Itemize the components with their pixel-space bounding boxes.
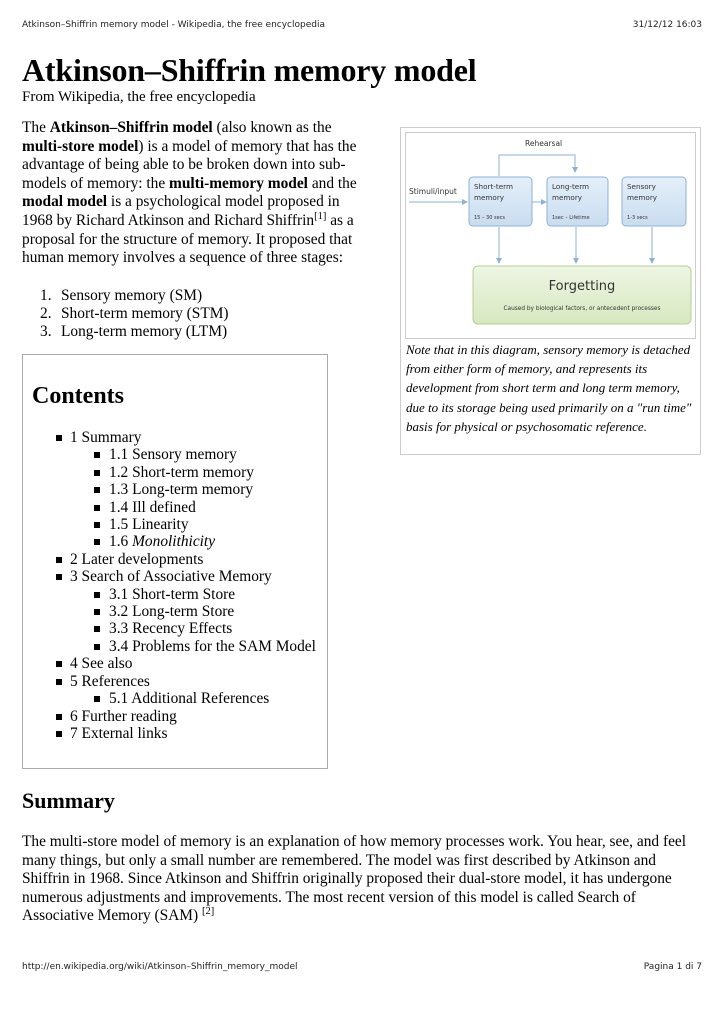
svg-text:Long-term: Long-term [552, 182, 590, 191]
svg-text:memory: memory [627, 193, 658, 202]
svg-text:1sec – Lifetime: 1sec – Lifetime [552, 215, 590, 221]
svg-text:Caused by biological factors,: Caused by biological factors, or antecedent processes [503, 306, 661, 312]
summary-paragraph: The multi-store model of memory is an explanation of how memory processes work. You hear, see, and feel many things, but only a small number are remembered. The model was first described by Atkinson and Shiffrin in 1968. Since Atkinson and Shiffrin originally proposed their dual-store model, it has undergone numerous adjustments and improvements. The most recent version of this model is called Search of Associative Memory (SAM) [2] [22, 833, 687, 925]
toc-title: Contents [32, 383, 125, 409]
list-item: 3. Long-term memory (LTM) [40, 323, 228, 340]
svg-text:memory: memory [474, 193, 505, 202]
toc-item-later-developments[interactable]: 2 Later developments [23, 551, 327, 568]
long-term-memory-box [547, 177, 608, 226]
memory-stages-list [40, 287, 340, 341]
svg-text:Sensory: Sensory [627, 182, 656, 191]
reference-link-1[interactable]: [1] [314, 210, 327, 222]
toc-item-linearity[interactable]: 1.5 Linearity [23, 516, 327, 533]
diagram-svg [406, 133, 697, 340]
toc-item-further-reading[interactable]: 6 Further reading [23, 708, 327, 725]
svg-text:15 – 30 secs: 15 – 30 secs [474, 215, 506, 221]
svg-text:1-3 secs: 1-3 secs [627, 215, 648, 221]
rehearsal-label: Rehearsal [525, 139, 563, 148]
toc-item-ill-defined[interactable]: 1.4 Ill defined [23, 499, 327, 516]
stimuli-input-label: Stimuli/input [409, 187, 457, 196]
toc-item-long-term-store[interactable]: 3.2 Long-term Store [23, 603, 327, 620]
figure-caption: Note that in this diagram, sensory memory is detached from either form of memory, and represents its development from short term and long term memory, due to its storage being used primarily on a "run time" basis for physical or psychosomatic reference. [406, 342, 692, 434]
print-footer-url: http://en.wikipedia.org/wiki/Atkinson–Shiffrin_memory_model [22, 962, 298, 972]
short-term-memory-box [469, 177, 532, 226]
toc-item-see-also[interactable]: 4 See also [23, 655, 327, 672]
toc-item-additional-references[interactable]: 5.1 Additional References [23, 690, 327, 707]
toc-item-recency-effects[interactable]: 3.3 Recency Effects [23, 620, 327, 637]
term-multi-memory-model: multi-memory model [169, 174, 308, 192]
toc-item-external-links[interactable]: 7 External links [23, 725, 327, 742]
list-item: 1. Sensory memory (SM) [40, 287, 203, 304]
page-title: Atkinson–Shiffrin memory model [22, 52, 477, 88]
term-modal-model: modal model [22, 193, 108, 211]
toc-item-references[interactable]: 5 References [23, 673, 327, 690]
section-heading-summary: Summary [22, 788, 115, 813]
print-header [22, 20, 702, 30]
toc-item-long-term-memory[interactable]: 1.3 Long-term memory [23, 481, 327, 498]
term-atkinson-shiffrin-model: Atkinson–Shiffrin model [49, 119, 213, 136]
toc-item-short-term-memory[interactable]: 1.2 Short-term memory [23, 464, 327, 481]
list-item: 2. Short-term memory (STM) [40, 305, 229, 322]
svg-text:Short-term: Short-term [474, 182, 513, 191]
figure-thumbnail [400, 127, 701, 455]
reference-link-2[interactable]: [2] [201, 906, 215, 918]
rehearsal-loop-arrow [499, 155, 575, 176]
forgetting-box [473, 266, 691, 324]
intro-paragraph: The Atkinson–Shiffrin model (also known as the multi-store model) is a model of memory that has the advantage of being able to be broken down into sub-models of memory: the multi-memory model and the modal model is a psychological model proposed in 1968 by Richard Atkinson and Richard Shiffrin[1] as a proposal for the structure of memory. It proposed that human memory involves a sequence of three stages: [22, 119, 357, 267]
page-subtitle: From Wikipedia, the free encyclopedia [22, 89, 256, 105]
toc-item-summary[interactable]: 1 Summary [23, 429, 327, 446]
print-header-title: Atkinson–Shiffrin memory model - Wikipedia, the free encyclopedia [22, 20, 325, 30]
print-header-datetime: 31/12/12 16:03 [632, 20, 702, 30]
toc-item-short-term-store[interactable]: 3.1 Short-term Store [23, 586, 327, 603]
print-footer [22, 962, 702, 972]
sensory-memory-box [622, 177, 686, 226]
memory-model-diagram[interactable] [405, 132, 696, 339]
table-of-contents [22, 354, 328, 769]
toc-item-search-of-associative-memory[interactable]: 3 Search of Associative Memory [23, 568, 327, 585]
print-footer-page: Pagina 1 di 7 [643, 962, 702, 972]
toc-item-problems-sam-model[interactable]: 3.4 Problems for the SAM Model [23, 638, 327, 655]
svg-text:Forgetting: Forgetting [548, 279, 616, 294]
toc-item-monolithicity[interactable]: 1.6 Monolithicity [23, 533, 327, 550]
toc-item-sensory-memory[interactable]: 1.1 Sensory memory [23, 446, 327, 463]
toc-list [23, 429, 327, 742]
term-multi-store-model: multi-store model [22, 137, 139, 155]
svg-text:memory: memory [552, 193, 583, 202]
